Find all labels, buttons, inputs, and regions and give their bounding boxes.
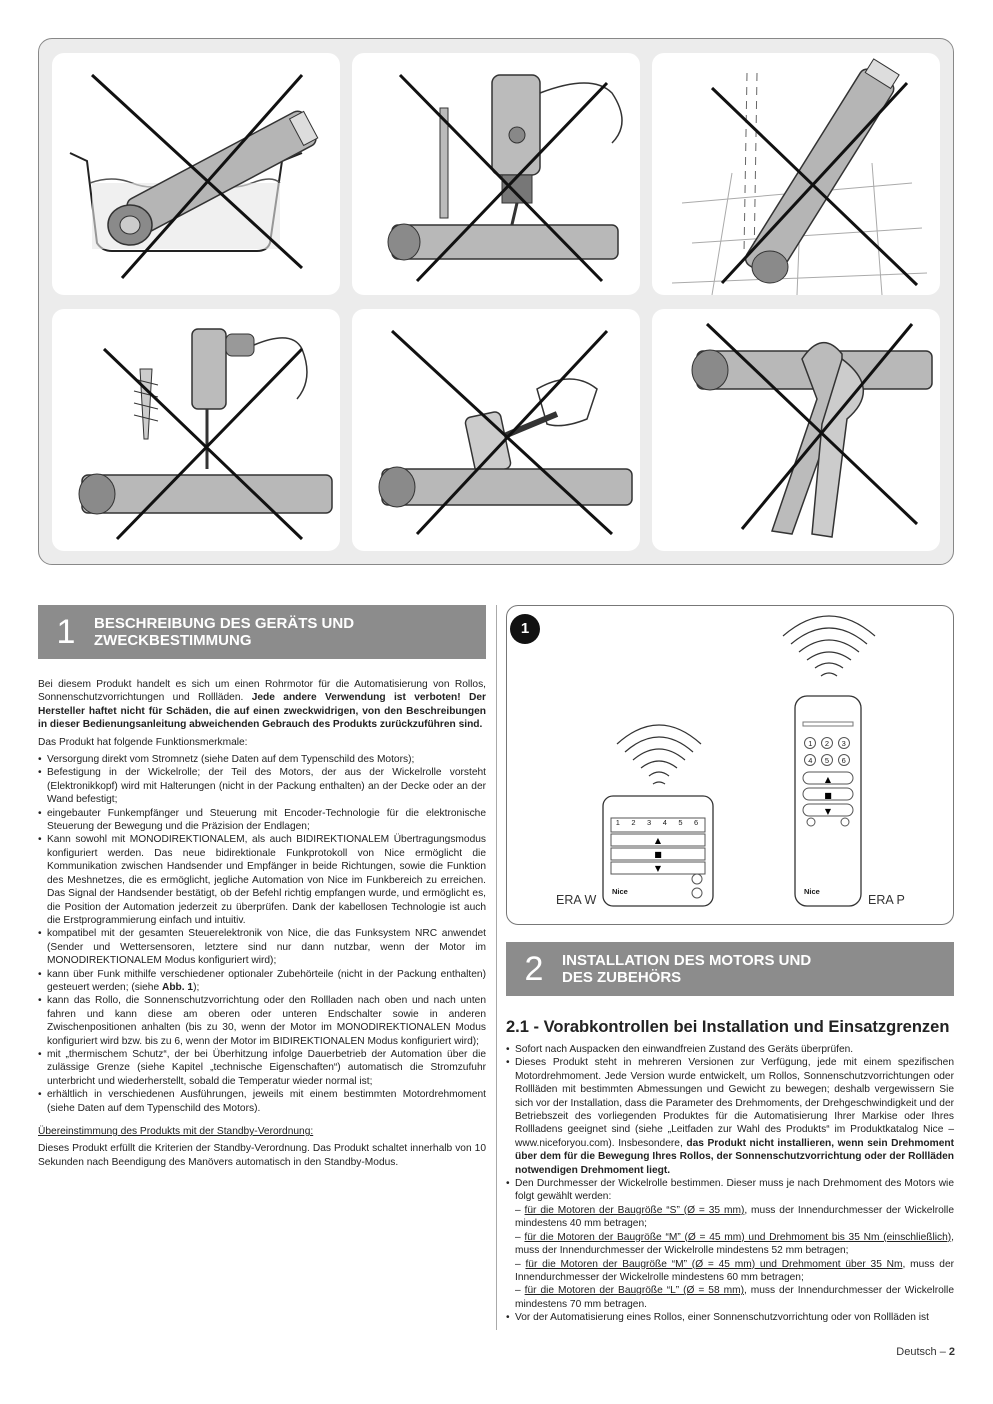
size-m-low-text: für die Motoren der Baugröße “M” (Ø = 45 mm) und Drehmoment bis 35 Nm (einschließlich) [524,1231,952,1243]
footer-language: Deutsch – [896,1346,946,1358]
era-p-key[interactable]: 2 [821,737,833,749]
size-m-high-text: für die Motoren der Baugröße “M” (Ø = 45 mm) und Drehmoment über 35 Nm [525,1258,903,1270]
list-item: • mit „thermischem Schutz“, der bei Überhitzung infolge Dauerbetrieb der Automation über die zulässige Grenze (siehe Kapitel „technische Eigenschaften“) automatisch die Stromzufuhr unterbricht und wiederherstellt, sobald die Temperatur wieder normal ist; [38,1048,486,1088]
era-p-key[interactable]: 4 [804,754,816,766]
era-w-label: ERA W [556,893,597,907]
drill-into-motor-illustration [352,53,640,295]
list-item: • Vor der Automatisierung eines Rollos, einer Sonnenschutzvorrichtung oder von Rollläden ist [506,1311,954,1324]
era-w-key[interactable]: 2 [631,818,636,827]
signal-waves-w [617,725,701,784]
pliers-on-motor-illustration [652,309,940,551]
list-item-text: Den Durchmesser der Wickelrolle bestimmen. Dieser muss je nach Drehmoment des Motors wie folgt gewählt werden: [515,1178,954,1203]
era-w-key[interactable]: 3 [647,818,652,827]
era-w-keypad [610,818,704,827]
drop-motor-illustration [652,53,940,295]
list-item: • kann das Rollo, die Sonnenschutzvorrichtung oder den Rollladen nach oben und nach unten fahren und kann diese am oberen oder unteren Endschalter sowie in anderen Zwischenpositionen anhalten (bis zu 30, wenn der Motor im MONODIREKTIONALEN Modus konfiguriert wird bzw. bis zu 6, wenn der Motor im BIDIREKTIONALEN Modus konfiguriert wird); [38,994,486,1048]
standby-text: Dieses Produkt erfüllt die Kriterien der Standby-Verordnung. Das Produkt schaltet innerhalb von 10 Sekunden nach Beendigung des Manövers automatisch in den Standby-Modus. [38,1143,486,1168]
intro-warning-text: Jede andere Verwendung ist verboten! Der Hersteller haftet nicht für Schäden, die auf einen zweckwidrigen, von den Beschreibungen in dieser Bedienungsanleitung abweichenden Gebrauch des Produkts zurückzuführen sind. [38,692,486,731]
era-p-keypad [802,737,852,766]
era-w-key[interactable]: 6 [694,818,699,827]
svg-text:▲: ▲ [824,775,832,784]
size-s-text: für die Motoren der Baugröße “S” (Ø = 35 mm) [524,1204,745,1216]
era-p-key[interactable]: 3 [838,737,850,749]
section-2-title: INSTALLATION DES MOTORS UND DES ZUBEHÖRS [562,952,812,986]
figure-1-badge: 1 [510,614,540,644]
page-footer [896,1346,955,1358]
list-item: • Befestigung in der Wickelrolle; der Teil des Motors, der aus der Wickelrolle vorsteht (Elektronikkopf) wird mit Halterungen (nicht in der Packung enthalten) an der Decke oder an der Wand befestigt; [38,766,486,806]
svg-text:▼: ▼ [654,864,662,873]
era-w-key[interactable]: 5 [678,818,683,827]
era-p-label: ERA P [868,893,905,907]
warning-panel-pliers-on-motor [652,309,940,551]
section-1-body [38,678,486,1173]
warning-panel-hammer-motor [352,309,640,551]
svg-text:▼: ▼ [824,807,832,816]
list-item: • erhältlich in verschiedenen Ausführungen, jeweils mit einem bestimmten Motordrehmoment (siehe Daten auf dem Typenschild des Motors). [38,1088,486,1115]
era-p-key[interactable]: 6 [838,754,850,766]
intro-paragraph [38,678,486,732]
intro-text: Bei diesem Produkt handelt es sich um einen Rohrmotor für die Automatisierung von Rollos, Sonnenschutzvorrichtungen und Rollläden. [38,679,486,704]
warning-panel-screw-into-motor [52,309,340,551]
motor-in-water-illustration [52,53,340,295]
svg-text:▲: ▲ [654,836,662,845]
list-item: • Kann sowohl mit MONODIREKTIONALEM, als auch BIDIREKTIONALEM Übertragungsmodus konfiguriert werden. Das neue bidirektionale Funkprotokoll von Nice ermöglicht die Kommunikation zwischen Handsender und Empfänger in beide Richtungen, sowie die Funktion des Meshnetzes, die es ermöglicht, jegliche Automation von Nice im Funkbereich zu erreichen. Das Signal der Handsender bestätigt, ob der Befehl richtig empfangen wurde, und ermöglicht es, die Position der Automation jederzeit zu überprüfen. Dank der kabellosen Technologie ist auch die Erstprogrammierung einfach und intuitiv. [38,833,486,927]
list-item-text: ); [193,981,200,993]
list-item [38,968,486,995]
signal-waves-p [783,616,875,676]
size-m-low-requirement: , muss der Innendurchmesser der Wickelrolle mindestens 52 mm betragen; [515,1231,954,1257]
list-item: • kompatibel mit der gesamten Steuerelektronik von Nice, die das Funksystem NRC anwendet (Sender und Wettersensoren, letztere sind nur dann nutzbar, wenn der Motor im MONODIREKTIONALEM Modus konfiguriert wird); [38,927,486,967]
column-divider [496,605,497,1330]
hammer-motor-illustration [352,309,640,551]
era-p-remote [795,696,861,906]
section-1-header [38,605,486,659]
features-intro: Das Produkt hat folgende Funktionsmerkmale: [38,736,248,748]
list-item-text: kann über Funk mithilfe verschiedener optionaler Zubehörteile (nicht in der Packung enthalten) gesteuert werden; (siehe [47,968,486,993]
subsection-2-1-heading: 2.1 - Vorabkontrollen bei Installation und Einsatzgrenzen [506,1018,950,1036]
era-p-key[interactable]: 1 [804,737,816,749]
list-item: • eingebauter Funkempfänger und Steuerung mit Encoder-Technologie für die elektronische Steuerung der Bewegung und die Präzision der Endlagen; [38,807,486,834]
era-w-brand-logo: Nice [612,887,628,896]
figure-1-box [506,605,954,925]
svg-text:■: ■ [824,791,832,800]
features-list [38,753,486,1115]
section-1-title: BESCHREIBUNG DES GERÄTS UND ZWECKBESTIMMUNG [94,615,355,649]
section-2-number: 2 [524,949,544,988]
standby-heading: Übereinstimmung des Produkts mit der Standby-Verordnung: [38,1126,314,1137]
svg-text:■: ■ [654,850,662,859]
section-1-number: 1 [56,612,76,651]
era-w-key[interactable]: 1 [615,818,620,827]
size-m-high-requirement: , muss der Innendurchmesser der Wickelrolle mindestens 60 mm betragen; [515,1258,955,1283]
list-item [506,1056,954,1177]
page-number: 2 [948,1346,955,1358]
list-item: • Versorgung direkt vom Stromnetz (siehe Daten auf dem Typenschild des Motors); [38,753,486,766]
warning-panel-drill-into-motor [352,53,640,295]
era-p-key[interactable]: 5 [821,754,833,766]
checks-list [506,1043,954,1325]
section-2-header [506,942,954,996]
era-p-brand-logo: Nice [804,887,820,896]
screw-into-motor-illustration [52,309,340,551]
warning-panel-motor-in-water [52,53,340,295]
era-w-key[interactable]: 4 [662,818,667,827]
section-2-body [506,1043,954,1325]
list-item-text: Dieses Produkt steht in mehreren Versionen zur Verfügung, jede mit einem spezifischen Motordrehmoment. Jede Version wurde entwickelt, um Rollos, Sonnenschutzvorrichtungen oder Rollläden mit bestimmten Abmessungen und Gewicht zu bewegen; deshalb vergewissern Sie sich vor der Installation, dass die Parameter des Drehmoments, der Drehgeschwindigkeit und der Betriebszeit des vorliegenden Produktes für die Automatisierung Ihrer Markise oder Ihres Rollladens geeignet sind (siehe „Leitfaden zur Wahl des Produkts“ im Produktkatalog Nice – www.niceforyou.com). Insbesondere, [515,1057,954,1149]
size-l-requirement: , muss der Innendurchmesser der Wickelrolle mindestens 70 mm betragen. [515,1285,954,1310]
warning-panel-drop-motor [652,53,940,295]
remote-controls-illustration [507,606,955,926]
size-l-text: für die Motoren der Baugröße “L” (Ø = 58 mm) [524,1285,744,1297]
list-item: • Den Durchmesser der Wickelrolle bestimmen. Dieser muss je nach Drehmoment des Motors wie folgt gewählt werden: – für die Motoren der Baugröße “S” (Ø = 35 mm), muss der Innendurchmesser der Wickelrolle mindestens 40 mm betragen; – für die Motoren der Baugröße “M” (Ø = 45 mm) und Drehmoment bis 35 Nm (einschließlich), muss der Innendurchmesser der Wickelrolle mindestens 52 mm betragen; – für die Motoren der Baugröße “M” (Ø = 45 mm) und Drehmoment über 35 Nm, muss der Innendurchmesser der Wickelrolle mindestens 60 mm betragen; – für die Motoren der Baugröße “L” (Ø = 58 mm), muss der Innendurchmesser der Wickelrolle mindestens 70 mm betragen. [506,1177,954,1311]
list-item: • Sofort nach Auspacken den einwandfreien Zustand des Geräts überprüfen. [506,1043,954,1056]
figure-reference[interactable]: Abb. 1 [161,981,194,993]
size-s-requirement: , muss der Innendurchmesser der Wickelrolle mindestens 40 mm betragen; [515,1204,954,1230]
list-item-warning: das Produkt nicht installieren, wenn sein Drehmoment über dem für die Bewegung Ihres Rollos, der Sonnenschutzvorrichtung oder der Rollläden notwendigen Drehmoment liegt. [515,1137,954,1176]
